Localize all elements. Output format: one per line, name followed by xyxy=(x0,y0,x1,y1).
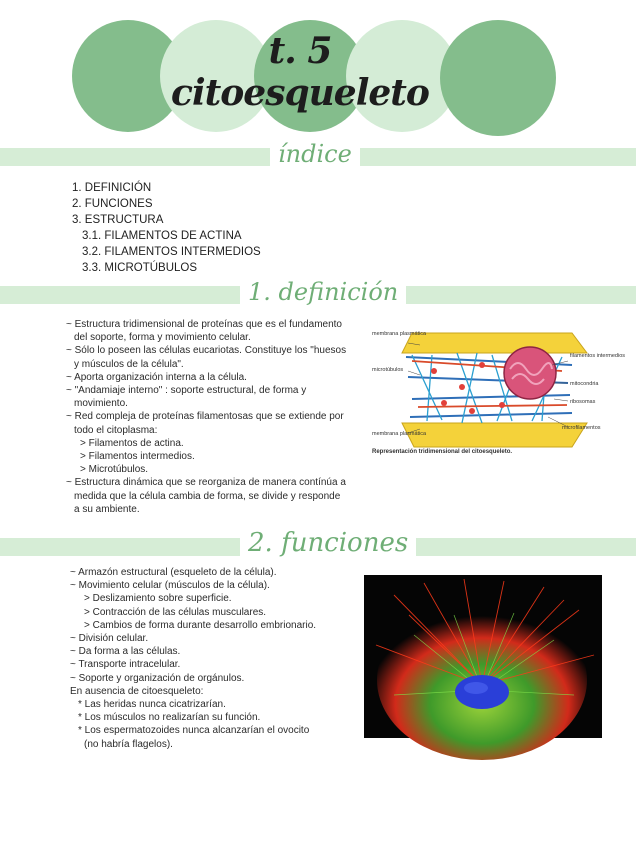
index-subitem: 3.1. FILAMENTOS DE ACTINA xyxy=(82,230,242,242)
page-title: t. 5 citoesqueleto xyxy=(171,30,429,114)
funciones-text xyxy=(70,566,360,751)
text-line: En ausencia de citoesqueleto: xyxy=(70,685,204,697)
label-filamentos-intermedios: filamentos intermedios xyxy=(570,353,626,359)
text-line: movimiento. xyxy=(74,398,128,410)
text-line: (no habría flagelos). xyxy=(84,738,173,750)
index-item: 2. FUNCIONES xyxy=(72,198,153,210)
membrane-top-shape xyxy=(402,333,587,353)
text-line: > Cambios de forma durante desarrollo embrionario. xyxy=(84,619,317,631)
text-line: ~ Red compleja de proteínas filamentosas que se extiende por xyxy=(66,411,344,423)
definicion-text xyxy=(66,318,366,516)
text-line: a su ambiente. xyxy=(74,503,140,515)
index-item: 1. DEFINICIÓN xyxy=(72,182,152,194)
cytoskeleton-diagram xyxy=(372,325,626,460)
label-ribosomas: ribosomas xyxy=(570,399,596,405)
text-line: ~ División celular. xyxy=(70,633,149,645)
index-item: 3. ESTRUCTURA xyxy=(72,214,164,226)
text-line: ~ Da forma a las células. xyxy=(70,646,181,658)
text-line: ~ Soporte y organización de orgánulos. xyxy=(70,672,245,684)
index-heading: índice xyxy=(270,142,360,166)
index-subitem: 3.3. MICROTÚBULOS xyxy=(82,262,198,274)
text-line: > Contracción de las células musculares. xyxy=(84,606,267,618)
text-line: ~ "Andamiaje interno" : soporte estructural, de forma y xyxy=(66,385,307,397)
text-line: > Filamentos intermedios. xyxy=(80,451,195,463)
text-line: * Las heridas nunca cicatrizarían. xyxy=(78,699,226,711)
text-line: del soporte, forma y movimiento celular. xyxy=(74,332,251,344)
header-circle-5 xyxy=(440,20,556,136)
fluorescent-cell-drawing xyxy=(364,575,602,738)
text-line: > Filamentos de actina. xyxy=(80,437,184,449)
fluorescent-cell-image xyxy=(364,575,602,738)
membrane-bottom-shape xyxy=(402,423,587,447)
text-line: ~ Movimiento celular (músculos de la célula). xyxy=(70,580,270,592)
index-subitem: 3.2. FILAMENTOS INTERMEDIOS xyxy=(82,246,261,258)
diagram-caption: Representación tridimensional del citoesqueleto. xyxy=(372,449,513,455)
text-line: ~ Aporta organización interna a la célula. xyxy=(66,371,247,383)
text-line: ~ Estructura tridimensional de proteínas que es el fundamento xyxy=(66,319,342,330)
text-line: * Los espermatozoides nunca alcanzarían el ovocito xyxy=(78,725,310,737)
text-line: ~ Estructura dinámica que se reorganiza de manera contínúa a xyxy=(66,477,346,489)
text-line: ~ Sólo lo poseen las células eucariotas. Constituye los "huesos xyxy=(66,345,347,357)
mitochondrion-shape xyxy=(504,347,556,399)
index-list xyxy=(72,180,261,276)
text-line: > Microtúbulos. xyxy=(80,464,149,476)
label-mitocondria: mitocondria xyxy=(570,381,599,387)
label-microtubulos: microtúbulos xyxy=(372,367,404,373)
text-line: * Los músculos no realizarían su función. xyxy=(78,712,261,724)
definicion-heading: 1. definición xyxy=(240,280,406,304)
label-microfilamentos: microfilamentos xyxy=(562,425,601,431)
label-membrana-bottom: membrana plasmática xyxy=(372,431,427,437)
text-line: > Deslizamiento sobre superficie. xyxy=(84,593,232,605)
text-line: todo el citoplasma: xyxy=(74,424,158,436)
label-membrana-top: membrana plasmática xyxy=(372,331,427,337)
text-line: ~ Armazón estructural (esqueleto de la célula). xyxy=(70,567,277,578)
funciones-heading: 2. funciones xyxy=(240,530,416,556)
text-line: y músculos de la célula". xyxy=(74,358,184,370)
text-line: ~ Transporte intracelular. xyxy=(70,659,181,671)
text-line: medida que la célula cambia de forma, se divide y responde xyxy=(74,490,341,502)
